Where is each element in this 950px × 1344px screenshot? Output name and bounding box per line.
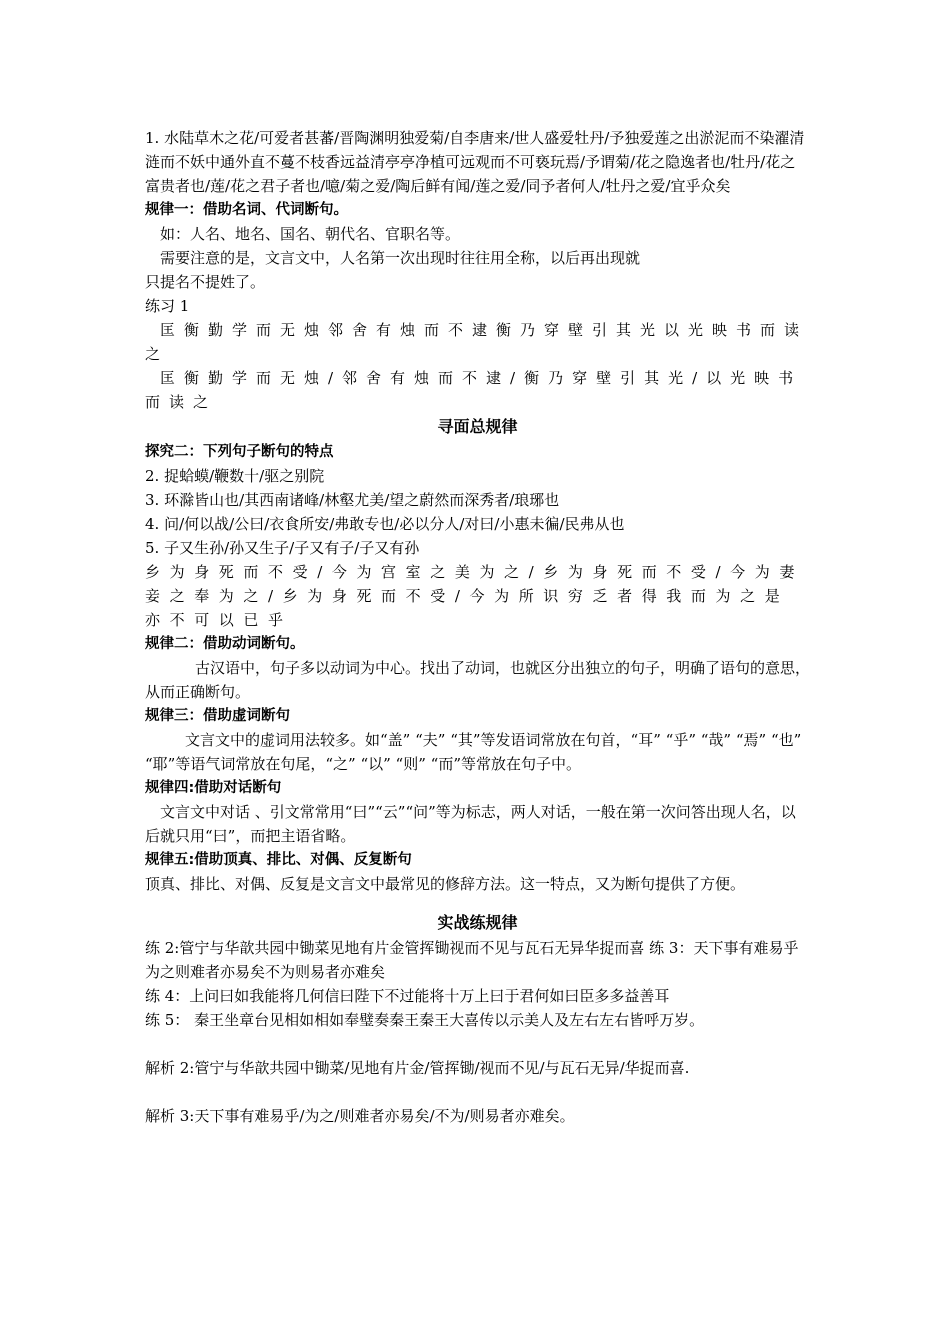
rule3-text: 文言文中的虚词用法较多。如“盖” “夫” “其”等发语词常放在句首，“耳” “乎” “哉” “焉” “也” “耶”等语气词常放在句尾，“之” “以” “则” “而”等常放在句子中。 (145, 731, 802, 773)
practice-2-3: 练 2:管宁与华歆共园中锄菜见地有片金管挥锄视而不见与瓦石无异华捉而喜 练 3：天下事有难易乎为之则难者亦易矣不为则易者亦难矣 (145, 939, 799, 981)
section-title-rules: 寻面总规律 (437, 417, 518, 436)
explore2-passage: 乡为身死而不受/今为宫室之美为之/乡为身死而不受/今为妻妾之奉为之/乡为身死而不受/今为所识穷乏者得我而为之是亦不可以已乎 (145, 563, 804, 629)
rule2-text: 古汉语中，句子多以动词为中心。找出了动词，也就区分出独立的句子，明确了语句的意思，从而正确断句。 (145, 659, 811, 701)
rule1-line3: 只提名不提姓了。 (145, 273, 266, 291)
rule2-title: 规律二：借助动词断句。 (145, 636, 305, 652)
section-title-practice: 实战练规律 (437, 913, 518, 932)
explore2-item: 5. 子又生孙/孙又生子/子又有子/子又有孙 (145, 539, 420, 557)
exercise1-text: 匡衡勤学而无烛邻舍有烛而不逮衡乃穿壁引其光以光映书而读之 (145, 321, 809, 363)
rule4-text: 文言文中对话 、引文常常用“曰”“云”“问”等为标志，两人对话，一般在第一次问答出现人名，以后就只用“曰”，而把主语省略。 (145, 803, 796, 845)
document-page (145, 126, 810, 1128)
exercise1-answer: 匡衡勤学而无烛/邻舍有烛而不逮/衡乃穿壁引其光/以光映书而读之 (145, 369, 803, 411)
explore2-item: 3. 环滁皆山也/其西南诸峰/林壑尤美/望之蔚然而深秀者/琅琊也 (145, 491, 560, 509)
analysis-2: 解析 2:管宁与华歆共园中锄菜/见地有片金/管挥锄/视而不见/与瓦石无异/华捉而喜. (145, 1059, 690, 1077)
practice-5: 练 5： 秦王坐章台见相如相如奉璧奏秦王秦王大喜传以示美人及左右左右皆呼万岁。 (145, 1011, 705, 1029)
rule5-title: 规律五:借助顶真、排比、对偶、反复断句 (145, 852, 412, 868)
explore2-title: 探究二：下列句子断句的特点 (145, 444, 334, 460)
rule1-line1: 如：人名、地名、国名、朝代名、官职名等。 (160, 225, 461, 243)
practice-4: 练 4：上问曰如我能将几何信曰陛下不过能将十万上曰于君何如曰臣多多益善耳 (145, 987, 670, 1005)
rule1-title: 规律一：借助名词、代词断句。 (145, 202, 348, 218)
rule3-title: 规律三：借助虚词断句 (145, 708, 290, 724)
explore2-item: 2. 捉蛤蟆/鞭数十/驱之别院 (145, 467, 325, 485)
explore2-item: 4. 问/何以战/公曰/衣食所安/弗敢专也/必以分人/对曰/小惠未徧/民弗从也 (145, 515, 625, 533)
rule1-line2: 需要注意的是，文言文中，人名第一次出现时往往用全称，以后再出现就 (160, 249, 641, 267)
intro-passage: 1. 水陆草木之花/可爱者甚蕃/晋陶渊明独爱菊/自李唐来/世人盛爱牡丹/予独爱莲之出淤泥而不染濯清涟而不妖中通外直不蔓不枝香远益清亭亭净植可远观而不可亵玩焉/予谓菊/花之隐逸者也/牡丹/花之富贵者也/莲/花之君子者也/噫/菊之爱/陶后鲜有闻/莲之爱/同予者何人/牡丹之爱/宜乎众矣 (145, 129, 805, 195)
exercise1-label: 练习 1 (145, 297, 190, 315)
rule4-title: 规律四:借助对话断句 (145, 780, 282, 796)
rule5-text: 顶真、排比、对偶、反复是文言文中最常见的修辞方法。这一特点，又为断句提供了方便。 (145, 875, 746, 893)
analysis-3: 解析 3:天下事有难易乎/为之/则难者亦易矣/不为/则易者亦难矣。 (145, 1107, 575, 1125)
